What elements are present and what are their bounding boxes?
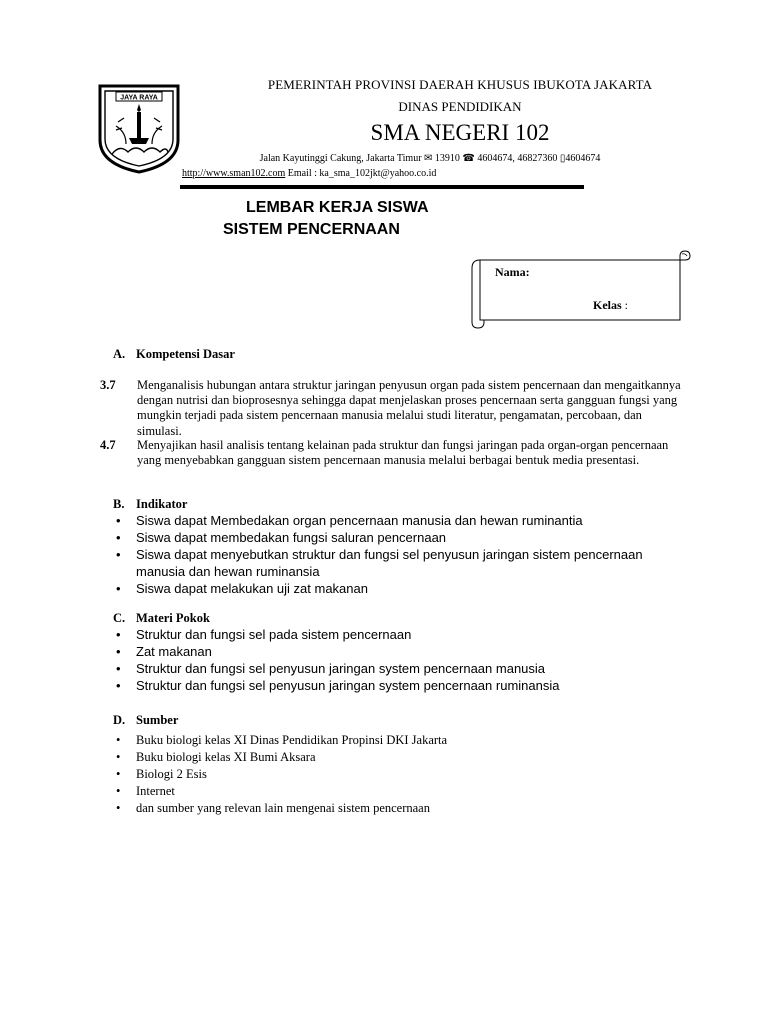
worksheet-title: LEMBAR KERJA SISWA xyxy=(246,199,429,216)
student-info-scroll xyxy=(468,250,694,330)
worksheet-subtitle: SISTEM PENCERNAAN xyxy=(223,221,400,238)
list-item: • Siswa dapat menyebutkan struktur dan fungsi sel penyusun jaringan sistem pencernaan manusia dan hewan ruminansia xyxy=(113,547,656,581)
section-b-heading xyxy=(113,497,187,512)
list-item: • dan sumber yang relevan lain mengenai sistem pencernaan xyxy=(113,800,673,817)
section-a-heading xyxy=(113,347,235,362)
list-item: • Biologi 2 Esis xyxy=(113,766,673,783)
competency-number: 4.7 xyxy=(100,438,116,452)
list-item: • Buku biologi kelas XI Bumi Aksara xyxy=(113,749,673,766)
email-label: Email : ka_sma_102jkt@yahoo.co.id xyxy=(287,168,437,179)
section-letter: A. xyxy=(113,347,126,361)
department-name: DINAS PENDIDIKAN xyxy=(398,99,522,114)
section-title: Kompetensi Dasar xyxy=(136,347,235,361)
logo-text: JAYA RAYA xyxy=(120,94,158,102)
name-label: Nama: xyxy=(495,265,530,279)
list-item: • Struktur dan fungsi sel penyusun jaringan system pencernaan ruminansia xyxy=(113,678,673,695)
class-label: Kelas xyxy=(593,298,622,312)
competency-text: Menganalisis hubungan antara struktur jaringan penyusun organ pada sistem pencernaan dan mengaitkannya dengan nutrisi dan bioprosesnya sehingga dapat menjelaskan proses pencernaan serta gangguan fungsi yang mungkin terjadi pada sistem pencernaan manusia melalui studi literatur, pengamatan, percobaan, dan simulasi. xyxy=(137,378,681,438)
competency-number: 3.7 xyxy=(100,378,116,392)
list-item: • Siswa dapat membedakan fungsi saluran pencernaan xyxy=(113,530,673,547)
list-item: • Buku biologi kelas XI Dinas Pendidikan Propinsi DKI Jakarta xyxy=(113,732,673,749)
contact-line xyxy=(182,168,436,179)
list-item: • Siswa dapat Membedakan organ pencernaan manusia dan hewan ruminantia xyxy=(113,513,673,530)
section-c-heading xyxy=(113,611,210,626)
section-title: Indikator xyxy=(136,497,188,511)
class-separator: : xyxy=(621,298,629,312)
competency-text: Menyajikan hasil analisis tentang kelainan pada struktur dan fungsi jaringan pada organ-organ pencernaan yang menyebabkan gangguan sistem pencernaan manusia melalui berbagai bentuk media presentasi. xyxy=(137,438,669,468)
list-item: • Struktur dan fungsi sel pada sistem pencernaan xyxy=(113,627,673,644)
list-item: • Internet xyxy=(113,783,673,800)
section-letter: B. xyxy=(113,497,125,511)
section-title: Sumber xyxy=(136,713,179,727)
competency-item xyxy=(100,438,680,486)
topic-list xyxy=(113,627,673,695)
section-letter: D. xyxy=(113,713,126,727)
government-name: PEMERINTAH PROVINSI DAERAH KHUSUS IBUKOTA JAKARTA xyxy=(267,77,653,92)
list-item: • Struktur dan fungsi sel penyusun jaringan system pencernaan manusia xyxy=(113,661,673,678)
website-link[interactable]: http://www.sman102.com xyxy=(182,168,286,179)
list-item: • Zat makanan xyxy=(113,644,673,661)
school-name: SMA NEGERI 102 xyxy=(370,120,550,145)
class-label-line xyxy=(593,298,628,313)
list-item: • Siswa dapat melakukan uji zat makanan xyxy=(113,581,673,598)
source-list xyxy=(113,732,673,817)
school-address: Jalan Kayutinggi Cakung, Jakarta Timur ✉ 13910 ☎ 4604674, 46827360 ▯4604674 xyxy=(259,153,601,164)
indicator-list xyxy=(113,513,673,598)
section-letter: C. xyxy=(113,611,126,625)
section-d-heading xyxy=(113,713,178,728)
header-divider xyxy=(180,185,584,189)
competency-item xyxy=(100,378,680,440)
section-title: Materi Pokok xyxy=(136,611,210,625)
